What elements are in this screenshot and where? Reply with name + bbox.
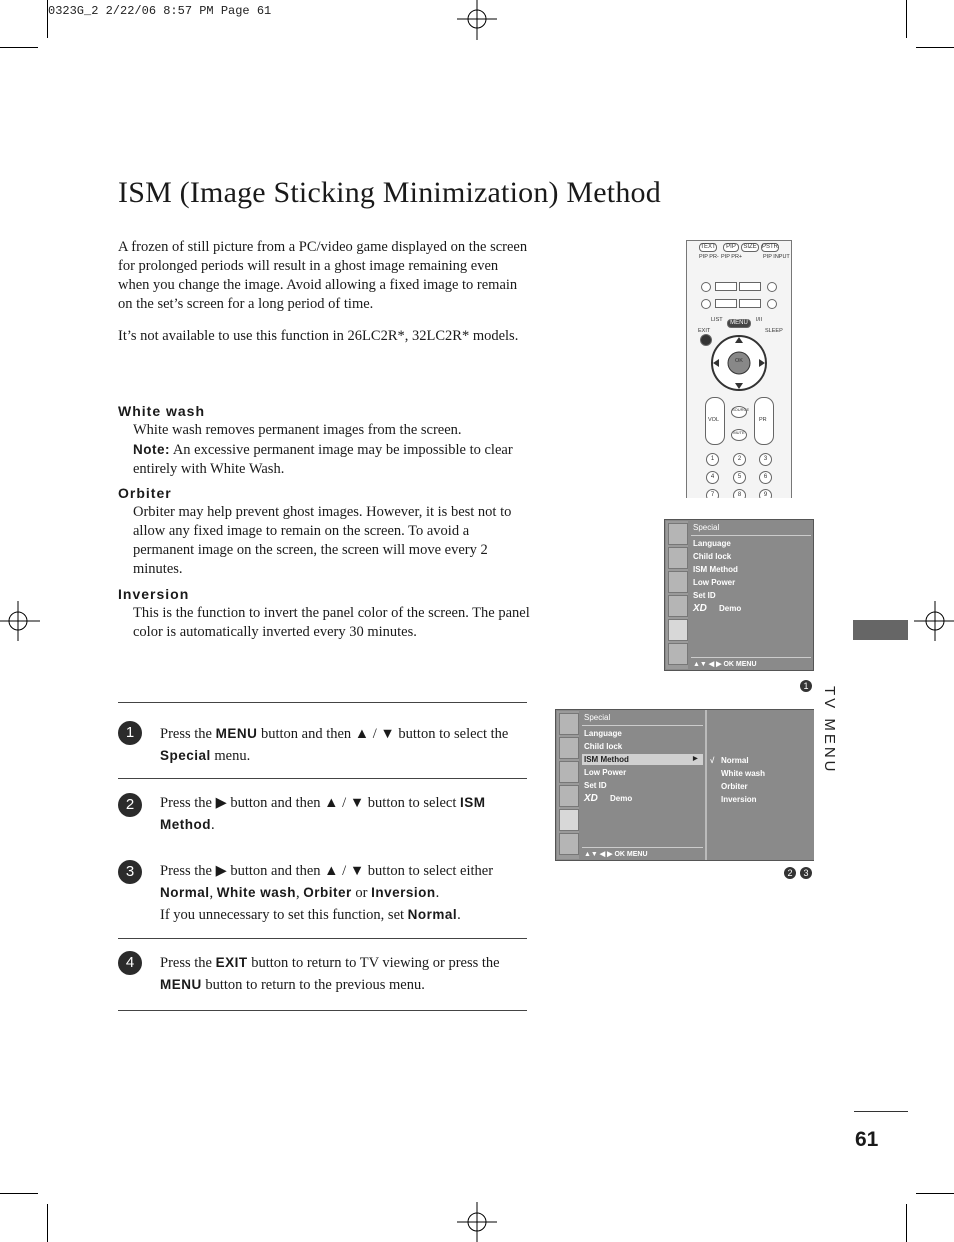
step-3-text: Press the ▶ button and then ▲ / ▼ button to select either Normal, White wash, Orbiter or Inversion. If you unnecessary to set this function, set Normal.	[160, 863, 494, 923]
osd-footer: ▲▼ ◀ ▶ OK MENU	[693, 661, 757, 668]
osd-item: ISM Method	[693, 565, 738, 574]
osd-icon-column	[557, 711, 579, 859]
step-number: 2	[118, 793, 142, 817]
picture-icon	[668, 547, 688, 569]
step-number: 4	[118, 951, 142, 975]
menu-button: MENU	[727, 319, 751, 328]
white-wash-text: White wash removes permanent images from the screen.	[133, 422, 462, 438]
osd-header: Special	[693, 523, 720, 532]
next-button	[767, 299, 777, 309]
model-note: It’s not available to use this function in 26LC2R*, 32LC2R* models.	[118, 328, 519, 344]
xd-logo: XD	[584, 793, 598, 804]
step-number: 1	[118, 721, 142, 745]
divider	[118, 778, 527, 779]
remote-control-illustration	[686, 240, 792, 498]
divider	[118, 702, 527, 703]
crop-mark	[47, 1204, 48, 1242]
figure-caption-number: 2	[784, 867, 796, 879]
step-4-text: Press the EXIT button to return to TV viewing or press the MENU button to return to the previous menu.	[160, 955, 500, 993]
section-heading-white-wash: White wash	[118, 403, 206, 419]
section-heading-inversion: Inversion	[118, 586, 190, 602]
sleep-label: SLEEP	[765, 328, 783, 334]
section-side-label: TV MENU	[821, 686, 838, 775]
vol-label: VOL	[708, 417, 720, 423]
osd-option: Normal	[721, 756, 749, 765]
osd-submenu-panel	[705, 710, 814, 860]
section-tab	[853, 620, 908, 640]
divider	[118, 938, 527, 939]
xd-logo: XD	[693, 603, 707, 614]
digit-button: 9	[759, 489, 772, 498]
audio-icon	[559, 761, 579, 783]
screen-icon	[668, 643, 688, 665]
registration-mark	[0, 601, 40, 641]
time-icon	[559, 785, 579, 807]
crop-mark	[906, 0, 907, 38]
mute-button: MUTE	[731, 429, 747, 441]
step-1-text: Press the MENU button and then ▲ / ▼ button to select the Special menu.	[160, 726, 509, 764]
osd-divider	[691, 535, 811, 536]
special-icon	[668, 619, 688, 641]
digit-button: 2	[733, 453, 746, 466]
osd-item: Language	[584, 729, 622, 738]
figure-caption-number: 1	[800, 680, 812, 692]
osd-ism-method-menu	[555, 709, 814, 861]
registration-mark	[914, 601, 954, 641]
section-body-orbiter: Orbiter may help prevent ghost images. However, it is best not to allow any fixed image to remain on the screen. To avoid a permanent image on the screen, the screen will move every 2 minutes.	[133, 504, 512, 577]
osd-option: White wash	[721, 769, 766, 778]
source-button: SOURCE	[731, 406, 747, 418]
digit-button: 7	[706, 489, 719, 498]
osd-footer: ▲▼ ◀ ▶ OK MENU	[584, 851, 648, 858]
setup-icon	[559, 713, 579, 735]
registration-mark	[457, 1202, 497, 1242]
pip-input-label: PIP INPUT	[763, 254, 790, 260]
audio-icon	[668, 571, 688, 593]
rewind-button	[715, 299, 737, 308]
digit-button: 1	[706, 453, 719, 466]
registration-mark	[457, 0, 497, 40]
osd-item: Language	[693, 539, 731, 548]
osd-item: Low Power	[693, 578, 736, 587]
list-label: LIST	[711, 317, 723, 323]
osd-item: Demo	[719, 604, 742, 613]
page-title: ISM (Image Sticking Minimization) Method	[118, 176, 661, 209]
digit-button: 6	[759, 471, 772, 484]
section-heading-orbiter: Orbiter	[118, 485, 172, 501]
osd-option: Inversion	[721, 795, 757, 804]
crop-mark	[916, 47, 954, 48]
check-icon: √	[710, 756, 715, 765]
time-icon	[668, 595, 688, 617]
special-icon	[559, 809, 579, 831]
pip-pr-plus-label: PIP PR+	[721, 254, 743, 260]
size-button: SIZE	[741, 243, 759, 252]
osd-item: Demo	[610, 794, 633, 803]
pstr-button: PSTR	[762, 244, 779, 250]
digit-button: 8	[733, 489, 746, 498]
setup-icon	[668, 523, 688, 545]
osd-item: Low Power	[584, 768, 627, 777]
osd-item: Set ID	[584, 781, 607, 790]
osd-item: Child lock	[693, 552, 732, 561]
crop-mark	[0, 47, 38, 48]
intro-paragraph: A frozen of still picture from a PC/video game displayed on the screen for prolonged periods will result in a ghost image remaining even when you change the image. Avoid allowing a fixed image to remain on the set’s screen for a long period of time.	[118, 239, 528, 312]
osd-divider	[582, 847, 703, 848]
forward-button	[739, 299, 761, 308]
pr-label: PR	[759, 417, 767, 423]
crop-mark	[916, 1193, 954, 1194]
exit-label: EXIT	[698, 328, 711, 334]
osd-item: Set ID	[693, 591, 716, 600]
stop-button	[767, 282, 777, 292]
osd-icon-column	[666, 521, 688, 669]
ok-label: OK	[735, 358, 743, 364]
crop-mark	[0, 1193, 38, 1194]
osd-option: Orbiter	[721, 782, 748, 791]
pip-button: PIP	[723, 243, 739, 252]
osd-special-menu	[664, 519, 814, 671]
print-header: 0323G_2 2/22/06 8:57 PM Page 61	[48, 4, 272, 18]
osd-divider	[582, 725, 703, 726]
picture-icon	[559, 737, 579, 759]
section-body-inversion: This is the function to invert the panel color of the screen. The panel color is automatically inverted every 30 minutes.	[133, 605, 530, 640]
section-body-white-wash	[133, 421, 531, 479]
record-button	[701, 282, 711, 292]
pip-pr-minus-label: PIP PR-	[699, 254, 719, 260]
pause-button	[739, 282, 761, 291]
page-number: 61	[855, 1128, 879, 1151]
osd-item: Child lock	[584, 742, 623, 751]
play-button	[715, 282, 737, 291]
screen-icon	[559, 833, 579, 855]
step-2-text: Press the ▶ button and then ▲ / ▼ button to select ISM Method.	[160, 795, 486, 833]
note-text: An excessive permanent image may be impossible to clear entirely with White Wash.	[133, 442, 513, 477]
crop-mark	[906, 1204, 907, 1242]
osd-item-selected: ISM Method	[584, 755, 629, 764]
prev-button	[701, 299, 711, 309]
divider	[118, 1010, 527, 1011]
digit-button: 4	[706, 471, 719, 484]
digit-button: 3	[759, 453, 772, 466]
step-number: 3	[118, 860, 142, 884]
digit-button: 5	[733, 471, 746, 484]
figure-caption-number: 3	[800, 867, 812, 879]
page-number-rule	[854, 1111, 908, 1112]
note-label: Note:	[133, 442, 170, 457]
osd-divider	[691, 657, 811, 658]
text-button: TEXT	[700, 244, 716, 250]
osd-header: Special	[584, 713, 611, 722]
i-ii-label: I/II	[756, 317, 763, 323]
submenu-arrow-icon: ▶	[693, 756, 698, 762]
